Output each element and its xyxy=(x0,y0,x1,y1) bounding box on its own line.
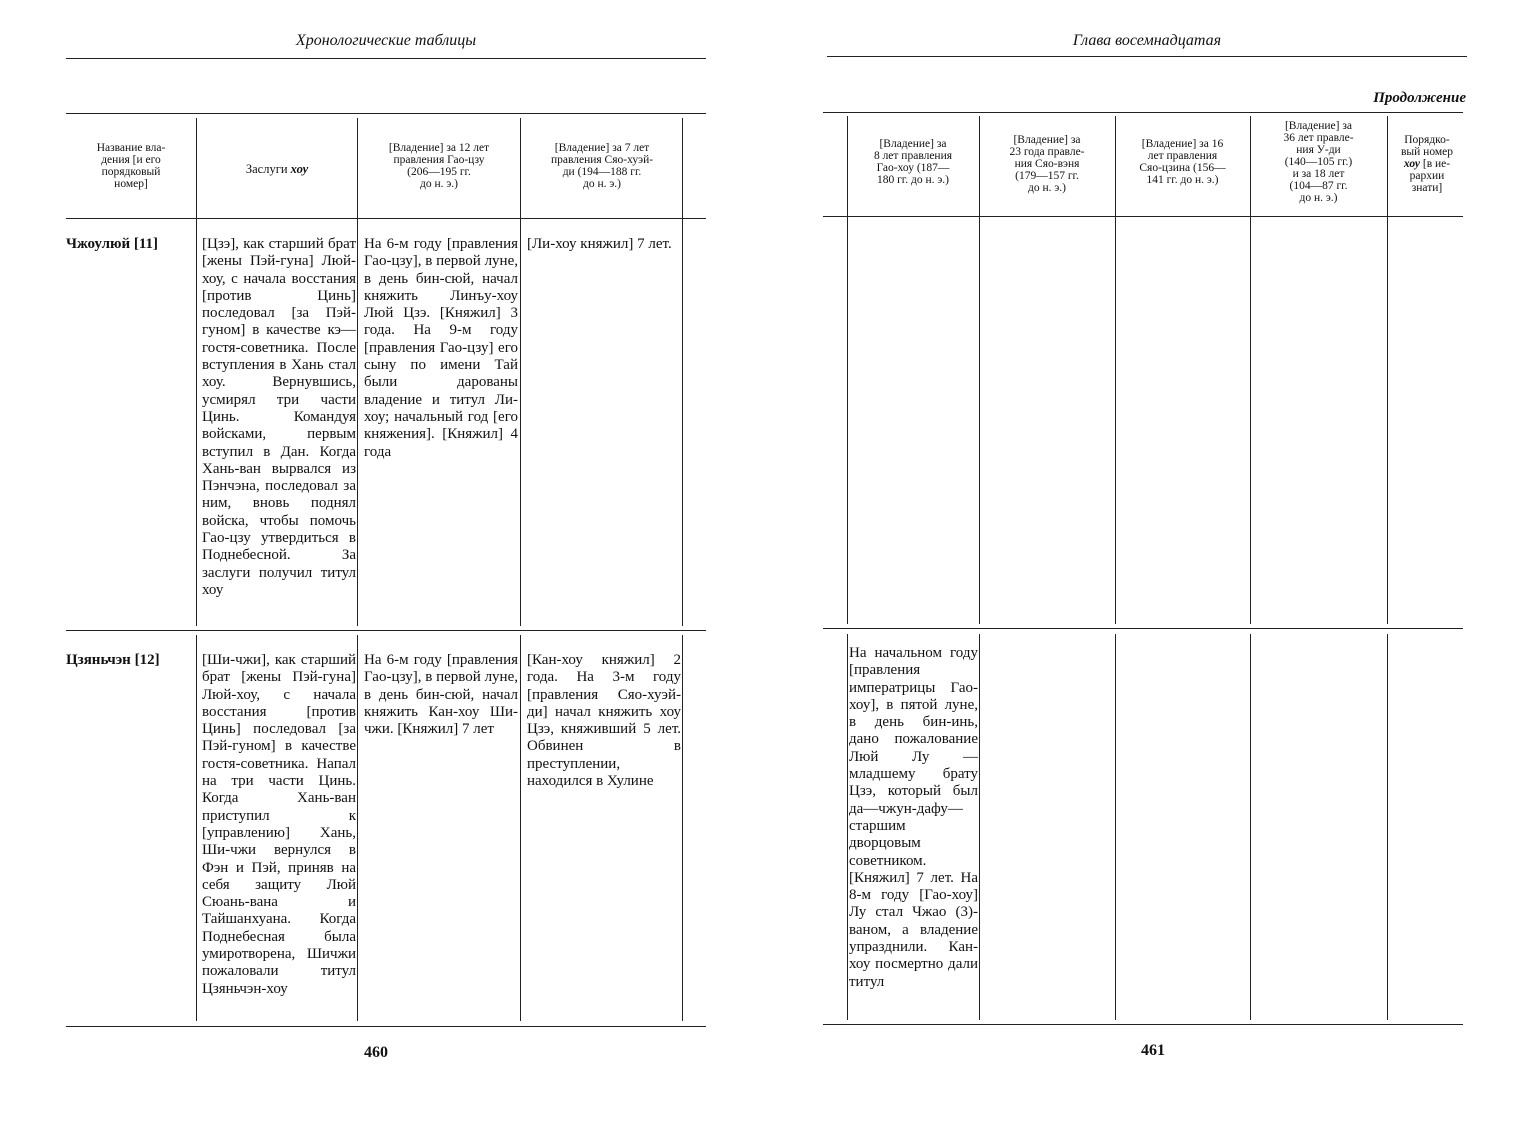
col-divider-2b xyxy=(357,635,358,1021)
continuation-label: Продолжение xyxy=(1373,90,1466,106)
right-page xyxy=(761,0,1522,1138)
table-top-rule xyxy=(66,113,706,114)
r-col-divider-2 xyxy=(979,116,980,624)
header-bottom-rule xyxy=(66,218,706,219)
header-rank-post: [в ие- рархии знати] xyxy=(1409,158,1451,194)
cell-xiaohui-1: [Ли-хоу княжил] 7 лет. xyxy=(527,236,672,252)
header-merits-text: Заслуги xyxy=(245,162,291,176)
r-col-divider-1 xyxy=(847,116,848,624)
row-name-zhoulyu: Чжоулюй [11] xyxy=(66,236,158,252)
col-divider-3b xyxy=(520,635,521,1021)
col-divider-2 xyxy=(357,118,358,626)
col-divider-4 xyxy=(682,118,683,626)
header-gaozu: [Владение] за 12 лет правления Гао-цзу (206—195 гг. до н. э.) xyxy=(388,142,490,190)
r-col-divider-3b xyxy=(1115,634,1116,1020)
header-rank xyxy=(1389,134,1465,194)
running-head-left: Хронологические таблицы xyxy=(295,32,477,49)
header-wudi: [Владение] за 36 лет правле- ния У-ди (140—105 гг.) и за 18 лет (104—87 гг. до н. э.) xyxy=(1283,120,1354,204)
row-name-jianchen: Цзяньчэн [12] xyxy=(66,652,160,668)
table-bottom-rule-right xyxy=(823,1024,1463,1025)
r-col-divider-3 xyxy=(1115,116,1116,624)
col-divider-4b xyxy=(682,635,683,1021)
r-col-divider-1b xyxy=(847,634,848,1020)
page-number-left: 460 xyxy=(364,1044,388,1061)
r-col-divider-5 xyxy=(1387,116,1388,624)
header-rank-em: хоу xyxy=(1403,158,1420,170)
head-rule-left xyxy=(66,58,706,59)
head-rule-right xyxy=(827,56,1467,57)
r-col-divider-2b xyxy=(979,634,980,1020)
r-col-divider-4b xyxy=(1250,634,1251,1020)
header-xiaowen: [Владение] за 23 года правле- ния Сяо-вэня (179—157 гг. до н. э.) xyxy=(1009,134,1085,194)
cell-gaozu-2: На 6-м году [правления Гао-цзу], в первой луне, в день бин-сюй, начал княжить Кан-хоу Ши-чжи. [Княжил] 7 лет xyxy=(364,652,518,738)
col-divider-3 xyxy=(520,118,521,626)
header-xiaojing: [Владение] за 16 лет правления Сяо-цзина (156— 141 гг. до н. э.) xyxy=(1139,138,1226,186)
col-divider-1 xyxy=(196,118,197,626)
header-merits-em: хоу xyxy=(290,162,309,176)
header-merits xyxy=(200,163,354,175)
page-number-right: 461 xyxy=(1141,1042,1165,1059)
cell-xiaohui-2: [Кан-хоу княжил] 2 года. На 3-м году [правления Сяо-хуэй-ди] начал княжить хоу Цзэ, княживший 5 лет. Обвинен в преступлении, находился в Хулине xyxy=(527,652,681,790)
r-col-divider-5b xyxy=(1387,634,1388,1020)
row-divider-rule xyxy=(66,630,706,631)
cell-gaozu-1: На 6-м году [правления Гао-цзу], в первой луне, в день бин-сюй, начал княжить Линъу-хоу Люй Цзэ. [Княжил] 3 года. На 9-м году [правления Гао-цзу] его сыну по имени Тай были дарованы владение и титул Ли-хоу; начальный год [его княжения]. [Княжил] 4 года xyxy=(364,236,518,460)
header-rank-pre: Порядко- вый номер xyxy=(1400,134,1453,158)
header-gaohou: [Владение] за 8 лет правления Гао-хоу (187— 180 гг. до н. э.) xyxy=(873,138,953,186)
cell-gaohou-2: На начальном году [правления императрицы Гао-хоу], в пятой луне, в день бин-инь, дано пожалование Люй Лу —младшему брату Цзэ, который был да—чжун-дафу—старшим дворцовым советником. [Княжил] 7 лет. На 8-м году [Гао-хоу] Лу стал Чжао (3)-ваном, а владение упразднили. Кан-хоу посмертно дали титул xyxy=(849,645,978,990)
table-bottom-rule xyxy=(66,1026,706,1027)
header-xiaohui: [Владение] за 7 лет правления Сяо-хуэй- ди (194—188 гг. до н. э.) xyxy=(550,142,654,190)
cell-merits-2: [Ши-чжи], как старший брат [жены Пэй-гуна] Люй-хоу, с начала восстания [против Цинь] последовал [за Пэй-гуном] в качестве гостя-советника. Напал на три части Цинь. Когда Хань-ван приступил к [управлению] Хань, Ши-чжи вернулся в Фэн и Пэй, приняв на себя защиту Люй Сюань-вана и Тайшанхуана. Когда Поднебесная была умиротворена, Шичжи пожаловали титул Цзяньчэн-хоу xyxy=(202,652,356,997)
row-divider-rule-right xyxy=(823,628,1463,629)
header-domain-name: Название вла- дения [и его порядковый номер] xyxy=(96,142,166,190)
cell-merits-1: [Цзэ], как старший брат [жены Пэй-гуна] Люй-хоу, с начала восстания [против Цинь] последовал [за Пэй-гуном] в качестве кэ—гостя-советника. После вступления в Хань стал хоу. Вернувшись, усмирял три части Цинь. Командуя войсками, первым вступил в Дан. Когда Хань-ван вырвался из Пэнчэна, последовал за ним, вновь поднял войска, чтобы помочь Гао-цзу утвердиться в Поднебесной. За заслуги получил титул хоу xyxy=(202,236,356,598)
r-col-divider-4 xyxy=(1250,116,1251,624)
col-divider-1b xyxy=(196,635,197,1021)
header-bottom-rule-right xyxy=(823,216,1463,217)
running-head-right: Глава восемнадцатая xyxy=(1072,32,1222,49)
table-top-rule-right xyxy=(823,112,1463,113)
